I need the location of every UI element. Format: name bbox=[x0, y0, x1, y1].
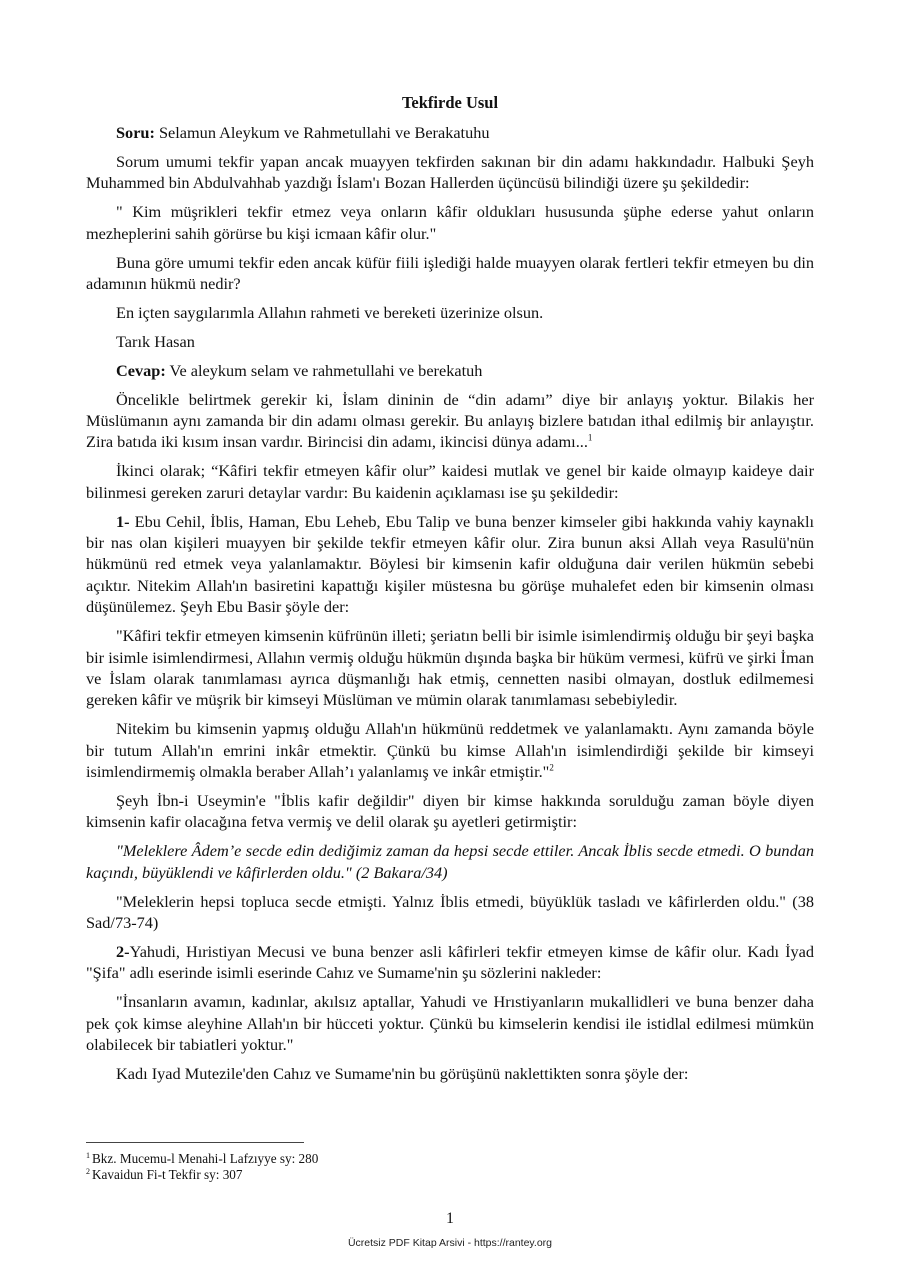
document-body bbox=[86, 92, 814, 1092]
footnote-divider bbox=[86, 1142, 304, 1143]
footnote-1 bbox=[86, 1151, 814, 1167]
question-label: Soru: bbox=[116, 123, 155, 142]
ayah-quote-2: "Meleklerin hepsi topluca secde etmişti. Yalnız İblis etmedi, büyüklük tasladı ve kâfirlerden oldu." (38 Sad/73-74) bbox=[86, 891, 814, 932]
list-item-2 bbox=[86, 941, 814, 984]
document-title: Tekfirde Usul bbox=[401, 93, 499, 112]
question-paragraph-4: En içten saygılarımla Allahın rahmeti ve bereketi üzerinize olsun. bbox=[116, 302, 544, 322]
answer-greeting bbox=[86, 360, 814, 381]
footnote-2-text: Kavaidun Fi-t Tekfir sy: 307 bbox=[92, 1167, 243, 1182]
question-paragraph-3: Buna göre umumi tekfir eden ancak küfür fiili işlediği halde muayyen olarak fertleri tekfir etmeyen bu din adamının hükmü nedir? bbox=[86, 252, 814, 293]
answer-label: Cevap: bbox=[116, 360, 166, 380]
list-item-1 bbox=[86, 511, 814, 618]
answer-paragraph-1 bbox=[86, 389, 814, 453]
question-signature: Tarık Hasan bbox=[116, 331, 195, 351]
list-item-2-text: Yahudi, Hıristiyan Mecusi ve buna benzer asli kâfirleri tekfir etmeyen kimse de kâfir olur. Kadı İyad "Şifa" adlı eserinde isimli eserinde Cahız ve Sumame'nin şu sözlerini nakleder: bbox=[86, 941, 814, 983]
footnote-ref-2[interactable]: 2 bbox=[549, 762, 554, 773]
footnotes bbox=[86, 1142, 814, 1183]
list-item-1-number: 1- bbox=[116, 511, 130, 531]
answer-paragraph-4: Kadı Iyad Mutezile'den Cahız ve Sumame'nin bu görüşünü naklettikten sonra şöyle der: bbox=[116, 1063, 689, 1083]
page-footer: Ücretsiz PDF Kitap Arsivi - https://rantey.org bbox=[347, 1237, 553, 1249]
question-greeting bbox=[86, 122, 814, 143]
quote-paragraph-2 bbox=[86, 718, 814, 782]
quote-paragraph-1: "Kâfiri tekfir etmeyen kimsenin küfrünün illeti; şeriatın belli bir isimle isimlendirmiş olduğu bir şeyi başka bir isimle isimlendirmesi, Allahın vermiş olduğu hükmün dışında başka bir hüküm vermesi, küfrü ve şirki İman ve İslam olarak tanımlaması ayrıca düşmanlığı hak etmiş, cennetten nasibi olmayan, dostluk edilmemesi gereken kâfir ve müşrik bir kimseyi Müslüman ve mümin olarak tanımlaması sebebiyledir. bbox=[86, 626, 814, 710]
ayah-quote-1: "Meleklere Âdem’e secde edin dediğimiz zaman da hepsi secde ettiler. Ancak İblis secde etmedi. O bundan kaçındı, büyüklendi ve kâfirlerden oldu." (2 Bakara/34) bbox=[86, 841, 814, 882]
quote-paragraph-2-text: Nitekim bu kimsenin yapmış olduğu Allah'ın hükmünü reddetmek ve yalanlamaktı. Aynı zamanda böyle bir tutum Allah'ın emrini inkâr etmektir. Çünkü bu kimse Allah'ın isimlendirdiği şekilde bir kimseyi isimlendirmemiş olmakla beraber Allah’ı yalanlamış ve inkâr etmiştir." bbox=[86, 719, 814, 782]
list-item-2-number: 2- bbox=[116, 941, 130, 961]
footnote-2-number: 2 bbox=[86, 1166, 90, 1176]
answer-paragraph-3: Şeyh İbn-i Useymin'e "İblis kafir değildir" diyen bir kimse hakkında sorulduğu zaman böyle diyen kimsenin kafir olacağına fetva vermiş ve delil olarak şu ayetleri getirmiştir: bbox=[86, 790, 814, 832]
question-paragraph-1: Sorum umumi tekfir yapan ancak muayyen tekfirden sakınan bir din adamı hakkındadır. Halbuki Şeyh Muhammed bin Abdulvahhab yazdığı İslam'ı Bozan Hallerden üçüncüsü bilindiği üzere şu şekildedir: bbox=[86, 151, 814, 193]
footnote-1-number: 1 bbox=[86, 1150, 90, 1160]
answer-greeting-text: Ve aleykum selam ve rahmetullahi ve berekatuh bbox=[169, 360, 483, 380]
question-greeting-text: Selamun Aleykum ve Rahmetullahi ve Berakatuhu bbox=[158, 123, 490, 142]
list-item-1-text: Ebu Cehil, İblis, Haman, Ebu Leheb, Ebu Talip ve buna benzer kimseler gibi hakkında vahiy kaynaklı bir nas olan kişileri muayyen bir şekilde tekfir etmeyen kâfir olur. Zira bunun aksi Allah veya Rasulü'nün hükmünü red etmek veya yalanlamaktır. Böylesi bir kimsenin kafir olduğuna dair verilen hükmün sebebi açıktır. Nitekim Allah'ın basiretini kapattığı kişiler müstesna bu görüşe muhalefet eden bir kimsenin olması düşünülemez. Şeyh Ebu Basir şöyle der: bbox=[86, 511, 814, 617]
footnote-2 bbox=[86, 1167, 814, 1183]
page-number: 1 bbox=[446, 1210, 454, 1227]
answer-paragraph-2: İkinci olarak; “Kâfiri tekfir etmeyen kâfir olur” kaidesi mutlak ve genel bir kaide olmayıp kaideye dair bilinmesi gereken zaruri detaylar vardır: Bu kaidenin açıklaması ise şu şekildedir: bbox=[86, 461, 814, 502]
footnote-ref-1[interactable]: 1 bbox=[587, 432, 593, 443]
question-paragraph-2: " Kim müşrikleri tekfir etmez veya onların kâfir oldukları hususunda şüphe ederse yahut onların mezheplerini sahih görürse bu kişi icmaan kâfir olur." bbox=[86, 202, 814, 243]
quote-paragraph-3: "İnsanların avamın, kadınlar, akılsız aptallar, Yahudi ve Hrıstiyanların mukallidleri ve buna benzer daha pek çok kimse aleyhine Allah'ın bir hücceti yoktur. Çünkü bu kimselerin kendisi ile istidlal edilmesi mümkün olabilecek bir tabiatleri yoktur." bbox=[86, 992, 814, 1055]
footnote-1-text: Bkz. Mucemu-l Menahi-l Lafzıyye sy: 280 bbox=[92, 1151, 319, 1166]
answer-paragraph-1-text: Öncelikle belirtmek gerekir ki, İslam dininin de “din adamı” diye bir anlayış yoktur. Bilakis her Müslümanın aynı zamanda bir din adamı olması gerekir. Bu anlayış bizlere batıdan ithal edilmiş bir anlayıştır. Zira batıda iki kısım insan vardır. Birincisi din adamı, ikincisi dünya adamı... bbox=[86, 389, 814, 452]
